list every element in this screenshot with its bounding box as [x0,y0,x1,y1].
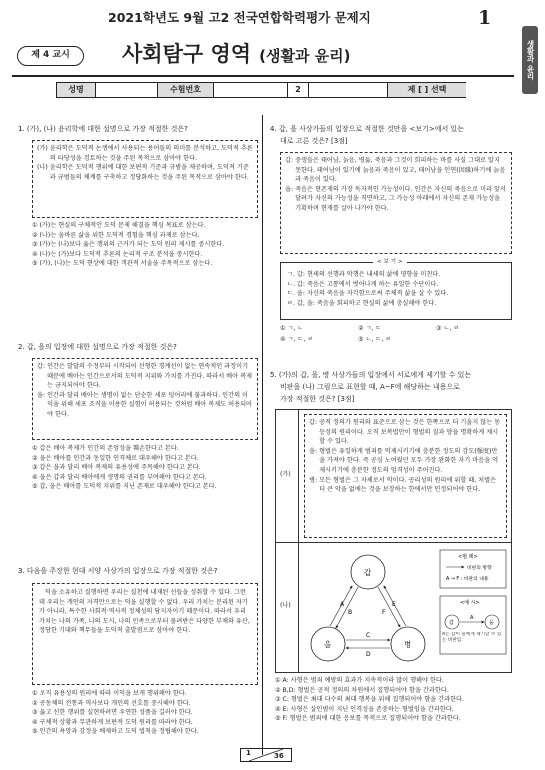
q4-label-eul: 을: [285,185,294,193]
q5-table [275,409,512,673]
q5-label-byeong: 병: [309,476,318,484]
q2-choice-2[interactable]: ② 을은 배아를 인간과 동일한 인격체로 대우해야 한다고 본다. [32,454,199,462]
q5-label-eul: 을: [309,447,318,455]
q4-bogi-title: < 보 기 > [373,258,407,267]
footer-page: 1 [246,749,251,757]
q4-choice-4[interactable]: ④ ㄱ, ㄷ, ㄹ [280,336,314,343]
q4-label-gap: 갑: [285,157,294,164]
q1-choice-4[interactable]: ④ (나)는 (가)보다 도덕적 추론의 논리적 구조 분석을 중시한다. [32,250,203,258]
example-title: <예 시> [460,600,480,606]
edge-label-c: C [366,632,371,639]
q2-stem: 2. 갑, 을의 입장에 대한 설명으로 가장 적절한 것은? [18,343,177,351]
q1-text-ga: 윤리학은 도덕적 논쟁에서 사용되는 용어들의 의미를 분석하고, 도덕적 추론의 타당성을 검토하는 것을 주된 목적으로 삼아야 한다. [49,145,253,162]
edge-label-e: E [392,601,396,608]
q5-choice-2[interactable]: ② B,D: 형벌은 공적 정의의 차원에서 집행되어야 함을 간과한다. [275,686,449,694]
q5-choice-1[interactable]: ① A: 사형은 범죄 예방의 효과가 지속적이라 많이 행해야 한다. [275,677,444,684]
q4-bogi-3: ㄷ. 을: 자신의 죽음을 자각함으로써 주체적 삶을 살 수 있다. [287,290,449,298]
edge-label-f: F [382,609,386,616]
q5-choice-4[interactable]: ④ E: 사형은 살인범이 지닌 인격성을 존중하는 형벌임을 간과한다. [275,705,454,713]
edge-label-a: A [340,601,345,608]
q5-na-cell [276,543,299,672]
q5-text-byeong: 모든 형벌은 그 자체로서 악이다. 공리성의 원리에 위할 때, 처벌은 더 큰 악을 없애는 것을 보장하는 한에서만 인정되어야 한다. [319,476,497,494]
node-gap-label: 갑 [364,568,372,577]
q1-choice-2[interactable]: ② (나)는 올바른 삶을 위한 도덕적 경험을 핵심 과제로 삼는다. [32,231,200,239]
q2-choice-1[interactable]: ① 갑은 배아 복제가 인간의 존엄성을 훼손한다고 본다. [32,445,179,452]
q1-text-na: 윤리학은 도덕적 행위에 대한 보편적 기준과 규범을 제공하며, 도덕적 기준과 규범들의 체계를 구축하고 정당화하는 것을 주된 목적으로 삼아야 한다. [49,164,249,181]
legend-title: <범 례> [458,554,478,560]
edge-e [378,587,400,627]
q1-label-na: (나) [37,164,48,172]
exam-digit: 2 [287,83,309,97]
q1-choices [32,221,224,269]
example-arrow-label: A [470,615,474,621]
q2-passage [32,358,258,440]
q4-stem-line1: 4. 갑, 을 사상가들의 입장으로 적절한 것만을 <보기>에서 있는 [270,125,464,133]
q1-choice-5[interactable]: ⑤ (가), (나)는 도덕 현상에 대한 객관적 서술을 주목적으로 삼는다. [32,260,213,268]
q2-choices [32,444,217,492]
side-tab [522,26,538,94]
q2-choice-4[interactable]: ④ 을은 갑과 달리 배아에게 생명의 권리를 부여해야 한다고 본다. [32,473,207,481]
q3-choices [32,689,199,737]
q2-text-eul: 인간과 달리 배아는 생명이 없는 단순한 세포 덩어리에 불과하다. 인간의 이익을 위해 세포 조직을 이용한 실험이 허용되는 것처럼 배아 복제도 허용되어야 한다. [47,391,253,418]
q2-text-gap: 인간은 발달의 수정부터 시작되어 선형한 경계선이 없는 연속적인 과정이기 때문에 배아는 인간으로서의 도덕적 지위와 가치를 가진다. 따라서 배아 복제는 금지되어야 한다. [47,363,253,390]
q5-stem-line2: 비판을 (나) 그림으로 표현할 때, A~F에 해당하는 내용으로 [280,383,460,391]
q3-stem: 3. 다음을 주장한 현대 서양 사상가의 입장으로 가장 적절한 것은? [18,567,218,575]
q5-label-ga: (가) [280,471,291,478]
node-byeong-label: 병 [404,640,412,649]
q2-choice-3[interactable]: ③ 갑은 을과 달리 배아 복제의 유용성에 주목해야 한다고 본다. [32,464,201,472]
q5-choices [275,676,464,724]
exam-title: 2021학년도 9월 고2 전국연합학력평가 문제지 [108,10,371,25]
q4-text-eul: 죽음은 현존재의 가장 독자적인 가능성이다. 인간은 자신의 죽음으로 미리 앞서 달려가 자신의 가능성을 직면하고, 그 가능성 아래에서 자신의 존재 가능성을 기획하며 현재를 살아 나가야 한다. [295,185,506,212]
q3-choice-1[interactable]: ① 오직 유용성의 원리에 따라 이익을 보게 행위해야 한다. [32,690,187,697]
q5-stem-line1: 5. (가)의 갑, 을, 병 사상가들의 입장에서 서로에게 제기할 수 있는 [270,371,472,379]
column-divider [262,115,263,755]
period-badge: 제 4 교시 [17,46,84,66]
edge-label-d: D [366,651,371,658]
exam-no-label: 수험번호 [157,83,214,97]
legend-item-1: 비판의 방향 [467,566,492,571]
q4-bogi-2: ㄴ. 갑: 죽음은 고통에서 벗어나게 하는 유일한 수단이다. [287,280,439,288]
q3-passage: 덕을 소유하고 실행하면 우리는 실천에 내재된 선들을 성취할 수 있다. 그런데 우리는 개인의 자격만으로는 덕을 실행할 수 없다. 우리 가치는 분리된 자기가 아니라, 특수한 사회적·역사적 정체성의 담지자이기 때문이다. 따라서 우리 가치는 나의 가족, 나의 도시, 나의 민족으로부터 물려받은 다양한 부채와 유산, 정당한 기대와 책무들을 도덕적 출발점으로 삼아야 한다. [32,583,258,685]
q1-choice-1[interactable]: ① (가)는 현실의 구체적인 도덕 문제 해결을 핵심 목표로 삼는다. [32,222,206,229]
page-number: 1 [478,7,492,29]
select-label: 제 [ ] 선택 [387,83,466,97]
header-rule [12,75,514,77]
q1-choice-3[interactable]: ③ (가)는 (나)보다 옳은 행위의 근거가 되는 도덕 원리 제시를 중시한다. [32,241,225,249]
q3-choice-4[interactable]: ④ 구체적 상황과 무관하게 보편적 도덕 원리를 따라야 한다. [32,718,193,726]
q5-choice-5[interactable]: ⑤ F: 형벌은 범죄에 대한 응보를 목적으로 집행되어야 함을 간과한다. [275,715,461,723]
q1-stem: 1. (가), (나) 윤리학에 대한 설명으로 가장 적절한 것은? [18,125,188,133]
q3-choice-3[interactable]: ③ 옳고 선한 행위를 실현하려면 우연한 성품을 길러야 한다. [32,709,193,717]
q4-bogi-4: ㄹ. 갑, 을: 죽음을 회피하고 현실의 삶에 충실해야 한다. [287,299,437,307]
q4-bogi-box [280,259,512,320]
q4-stem-line2: 대로 고른 것은? [3점] [280,137,348,145]
subject-name: 사회탐구 영역 [122,42,252,66]
q4-choice-1[interactable]: ① ㄱ, ㄴ [280,325,304,332]
q4-choice-3[interactable]: ③ ㄴ, ㄹ [436,325,460,332]
q5-choice-3[interactable]: ③ C: 형벌은 최대 다수의 최대 행복을 위해 집행되어야 함을 간과한다. [275,696,464,704]
subject-sub: (생활과 윤리) [259,47,351,65]
example-text: A는 갑이 을에게 제기할 수 있는 비판임. [442,632,502,643]
subject-title [122,38,351,68]
footer-page-box [240,748,292,762]
edge-label-b: B [348,609,353,616]
q4-choice-5[interactable]: ⑤ ㄴ, ㄷ, ㄹ [358,336,392,343]
q5-text-eul: 형벌은 유일하게 범죄를 억제시키기에 충분한 정도의 강도(强度)만을 가져야 한다. 즉 공심 노여웠던 모두 가장 완화한 자기 마음을 억제시키기에 충분한 정도의 엄격성이 주어진다. [319,447,499,474]
q2-label-gap: 갑: [37,363,46,370]
q4-bogi-1: ㄱ. 갑: 현세의 선행과 악행은 내세의 삶에 영향을 미친다. [287,271,441,278]
q1-passage [32,140,258,218]
side-tab-label: 생활과 윤리 [526,39,535,81]
q1-label-ga: (가) [37,145,48,152]
q5-diagram [300,544,512,672]
q4-choice-2[interactable]: ② ㄱ, ㄷ [358,325,382,332]
example-node-eul-label: 을 [489,620,494,626]
q5-stem-line3: 가장 적절한 것은? [3점] [280,395,355,403]
q2-choice-5[interactable]: ⑤ 갑, 을은 배아를 도덕적 지위를 지닌 존재로 대우해야 한다고 본다. [32,483,217,491]
q4-text-gap: 중생들은 태어남, 늙음, 병듦, 죽음과 그것이 희피하는 바를 사실 그대로 알지 못한다. 태어남이 있기에 늙음과 죽음이 있고, 태어남을 인연(因緣)하기에 늙음과 죽음이 있다. [295,157,506,184]
q5-ga-cell [276,410,299,542]
footer-total: 36 [274,752,284,760]
q4-passage [280,152,512,254]
q2-label-eul: 을: [37,391,46,399]
info-bar [56,82,466,98]
q3-choice-5[interactable]: ⑤ 인간의 욕망과 감정을 배제하고 도덕 법칙을 정립해야 한다. [32,728,199,736]
q5-text-gap: 공적 정의가 원리와 표준으로 삼는 것은 한쪽으로 더 기울지 않는 동등성의 원리이다. 오직 보복법만이 형벌의 질과 양을 명확하게 제시할 수 있다. [319,419,501,446]
node-eul-label: 을 [324,640,332,649]
name-label: 성명 [57,83,96,97]
q5-label-na: (나) [280,602,291,609]
q3-choice-2[interactable]: ② 공동체의 전통과 역사보다 개인의 선호를 중시해야 한다. [32,699,191,707]
q5-label-gap: 갑: [309,419,318,426]
legend-item-2: A → F : 비판의 내용 [446,577,489,582]
q5-passage [304,414,507,538]
example-node-gap-label: 갑 [449,620,454,626]
